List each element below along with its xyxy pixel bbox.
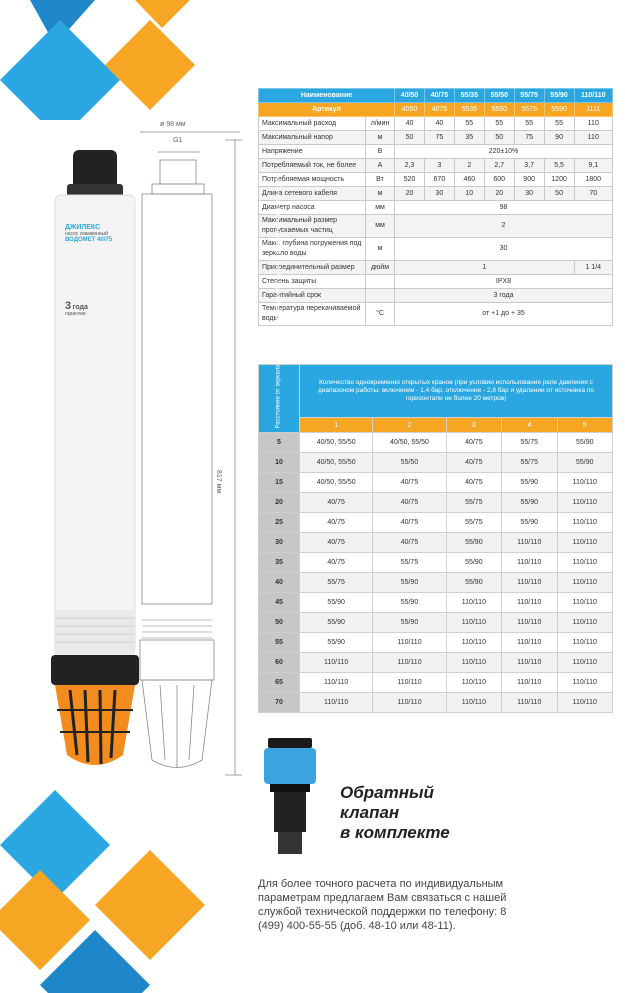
spec-cell-span: 30 xyxy=(395,238,613,261)
spec-article: 5550 xyxy=(484,103,514,117)
spec-row xyxy=(259,131,613,145)
spec-cell: 30 xyxy=(514,187,544,201)
flow-cell: 40/75 xyxy=(300,553,373,573)
spec-row-label: Макс. глубина погружения под зеркало воды xyxy=(259,238,366,261)
spec-cell: 10 xyxy=(454,187,484,201)
spec-cell-span: от +1 до + 35 xyxy=(395,303,613,326)
flow-cell: 40/75 xyxy=(373,473,446,493)
flow-cell: 110/110 xyxy=(373,633,446,653)
flow-distance: 20 xyxy=(259,493,300,513)
flow-distance: 65 xyxy=(259,673,300,693)
spec-cell: 1200 xyxy=(544,173,574,187)
spec-row xyxy=(259,261,613,275)
flow-cell: 40/75 xyxy=(446,453,501,473)
spec-row-unit: мм xyxy=(366,215,395,238)
spec-cell: 30 xyxy=(424,187,454,201)
flow-distance: 50 xyxy=(259,613,300,633)
spec-row-label: Степень защиты xyxy=(259,275,366,289)
spec-cell: 50 xyxy=(544,187,574,201)
spec-cell: 50 xyxy=(484,131,514,145)
flow-cell: 55/90 xyxy=(502,513,557,533)
flow-cell: 40/50, 55/50 xyxy=(300,473,373,493)
flow-cell: 110/110 xyxy=(300,653,373,673)
spec-cell-span: IPX8 xyxy=(395,275,613,289)
flow-cell: 55/90 xyxy=(300,633,373,653)
flow-row xyxy=(259,653,613,673)
spec-row-label: Максимальный размер пропускаемых частиц xyxy=(259,215,366,238)
flow-cell: 110/110 xyxy=(300,693,373,713)
spec-model: 55/50 xyxy=(484,89,514,103)
spec-row-label: Потребляемая мощность xyxy=(259,173,366,187)
flow-cell: 110/110 xyxy=(557,553,613,573)
spec-model: 55/75 xyxy=(514,89,544,103)
flow-row xyxy=(259,493,613,513)
flow-cell: 110/110 xyxy=(557,653,613,673)
flow-cell: 40/50, 55/50 xyxy=(373,433,446,453)
flow-cell: 110/110 xyxy=(446,653,501,673)
flow-cell: 55/75 xyxy=(446,493,501,513)
spec-row-label: Потребляемый ток, не более xyxy=(259,159,366,173)
valve-title xyxy=(340,783,490,843)
flow-cell: 110/110 xyxy=(300,673,373,693)
flow-cell: 110/110 xyxy=(446,633,501,653)
flow-cell: 110/110 xyxy=(557,573,613,593)
flow-cell: 110/110 xyxy=(502,693,557,713)
flow-cell: 55/75 xyxy=(502,433,557,453)
spec-row xyxy=(259,275,613,289)
spec-cell: 55 xyxy=(544,117,574,131)
spec-cell: 90 xyxy=(544,131,574,145)
spec-row-unit xyxy=(366,289,395,303)
spec-cell: 3,7 xyxy=(514,159,544,173)
spec-article: 4050 xyxy=(395,103,425,117)
spec-cell: 20 xyxy=(395,187,425,201)
flow-cell: 110/110 xyxy=(557,493,613,513)
flow-cell: 55/90 xyxy=(446,573,501,593)
flow-cell: 110/110 xyxy=(557,693,613,713)
flow-cell: 55/90 xyxy=(373,593,446,613)
spec-cell: 5,5 xyxy=(544,159,574,173)
warranty-number: 3 xyxy=(65,300,72,312)
flow-cell: 110/110 xyxy=(446,693,501,713)
flow-cell: 40/75 xyxy=(300,533,373,553)
spec-cell: 520 xyxy=(395,173,425,187)
spec-cell-span: 2 xyxy=(395,215,613,238)
spec-article-label: Артикул xyxy=(259,103,395,117)
flow-column-number: 4 xyxy=(502,418,557,433)
flow-cell: 40/75 xyxy=(373,533,446,553)
spec-cell: 1 1/4 xyxy=(574,261,612,275)
flow-cell: 110/110 xyxy=(502,553,557,573)
flow-cell: 40/75 xyxy=(300,493,373,513)
spec-row-label: Длина сетевого кабеля xyxy=(259,187,366,201)
flow-distance: 5 xyxy=(259,433,300,453)
spec-cell: 40 xyxy=(395,117,425,131)
flow-distance: 70 xyxy=(259,693,300,713)
flow-cell: 40/50, 55/50 xyxy=(300,433,373,453)
flow-cell: 110/110 xyxy=(373,653,446,673)
spec-cell: 2 xyxy=(454,159,484,173)
flow-column-number: 1 xyxy=(300,418,373,433)
flow-vertical-header xyxy=(259,365,300,433)
spec-header-label: Наименование xyxy=(259,89,395,103)
pump-model: ВОДОМЕТ 40/75 xyxy=(65,237,113,243)
flow-cell: 55/90 xyxy=(300,593,373,613)
spec-article-row xyxy=(259,103,613,117)
flow-cell: 55/90 xyxy=(557,433,613,453)
spec-row-label: Напряжение xyxy=(259,145,366,159)
spec-cell-span: 1 xyxy=(395,261,575,275)
flow-cell: 55/75 xyxy=(502,453,557,473)
spec-cell: 2,7 xyxy=(484,159,514,173)
flow-cell: 40/50, 55/50 xyxy=(300,453,373,473)
spec-row-unit: °С xyxy=(366,303,395,326)
spec-cell: 40 xyxy=(424,117,454,131)
spec-row xyxy=(259,145,613,159)
flow-distance: 30 xyxy=(259,533,300,553)
flow-cell: 55/75 xyxy=(300,573,373,593)
warranty-sub: гарантии xyxy=(65,311,86,317)
check-valve-image xyxy=(260,738,320,863)
spec-cell: 900 xyxy=(514,173,544,187)
flow-cell: 40/75 xyxy=(300,513,373,533)
flow-cell: 40/75 xyxy=(373,493,446,513)
flow-distance: 45 xyxy=(259,593,300,613)
spec-cell: 20 xyxy=(484,187,514,201)
flow-distance: 15 xyxy=(259,473,300,493)
spec-row-unit: В xyxy=(366,145,395,159)
spec-row xyxy=(259,159,613,173)
pump-label xyxy=(65,225,125,317)
flow-cell: 40/75 xyxy=(373,513,446,533)
spec-row-unit: дюйм xyxy=(366,261,395,275)
spec-model: 55/90 xyxy=(544,89,574,103)
spec-cell: 460 xyxy=(454,173,484,187)
spec-row-unit: м xyxy=(366,131,395,145)
flow-row xyxy=(259,473,613,493)
spec-cell: 75 xyxy=(514,131,544,145)
contact-note: Для более точного расчета по индивидуальным параметрам предлагаем Вам связаться с нашей службой технической поддержки по телефону: 8 (499) 400-55-55 (доб. 48-10 или 48-11). xyxy=(258,878,507,932)
flow-cell: 110/110 xyxy=(557,633,613,653)
dim-diameter: ø 98 мм xyxy=(160,121,186,128)
flow-distance: 40 xyxy=(259,573,300,593)
spec-cell-span: 98 xyxy=(395,201,613,215)
flow-cell: 55/90 xyxy=(446,553,501,573)
flow-cell: 110/110 xyxy=(557,593,613,613)
spec-row-label: Присоединительный размер xyxy=(259,261,366,275)
flow-cell: 110/110 xyxy=(502,533,557,553)
spec-article: 5590 xyxy=(544,103,574,117)
spec-cell: 55 xyxy=(484,117,514,131)
spec-row-unit xyxy=(366,275,395,289)
spec-row xyxy=(259,303,613,326)
spec-model: 55/35 xyxy=(454,89,484,103)
flow-distance: 60 xyxy=(259,653,300,673)
spec-cell: 70 xyxy=(574,187,612,201)
flow-cell: 110/110 xyxy=(557,533,613,553)
spec-row-unit: Вт xyxy=(366,173,395,187)
flow-cell: 55/90 xyxy=(502,473,557,493)
spec-model: 40/75 xyxy=(424,89,454,103)
spec-row-unit: м xyxy=(366,238,395,261)
flow-cell: 55/90 xyxy=(300,613,373,633)
flow-row xyxy=(259,573,613,593)
flow-cell: 110/110 xyxy=(557,613,613,633)
flow-row xyxy=(259,693,613,713)
spec-model: 40/50 xyxy=(395,89,425,103)
spec-row xyxy=(259,215,613,238)
spec-cell: 670 xyxy=(424,173,454,187)
flow-row xyxy=(259,613,613,633)
flow-distance: 25 xyxy=(259,513,300,533)
spec-cell: 110 xyxy=(574,131,612,145)
flow-cell: 55/90 xyxy=(446,533,501,553)
spec-row-label: Температура перекачиваемой воды xyxy=(259,303,366,326)
flow-cell: 110/110 xyxy=(557,673,613,693)
flow-distance: 10 xyxy=(259,453,300,473)
spec-cell: 50 xyxy=(395,131,425,145)
spec-row xyxy=(259,238,613,261)
flow-cell: 55/75 xyxy=(446,513,501,533)
flow-row xyxy=(259,433,613,453)
flow-cell: 110/110 xyxy=(502,653,557,673)
flow-distance: 55 xyxy=(259,633,300,653)
spec-row-unit: м xyxy=(366,187,395,201)
flow-columns-row xyxy=(259,418,613,433)
brand-logo: ДЖИЛЕКС xyxy=(65,224,101,231)
spec-cell: 2,3 xyxy=(395,159,425,173)
spec-cell: 110 xyxy=(574,117,612,131)
dim-length: 817 мм xyxy=(215,470,222,494)
spec-row-unit: мм xyxy=(366,201,395,215)
spec-row xyxy=(259,289,613,303)
spec-row xyxy=(259,117,613,131)
flow-row xyxy=(259,553,613,573)
flow-column-number: 2 xyxy=(373,418,446,433)
flow-cell: 110/110 xyxy=(502,593,557,613)
flow-cell: 110/110 xyxy=(502,613,557,633)
spec-row xyxy=(259,187,613,201)
spec-row-unit: А xyxy=(366,159,395,173)
flow-row xyxy=(259,673,613,693)
spec-cell: 600 xyxy=(484,173,514,187)
spec-row-label: Максимальный расход xyxy=(259,117,366,131)
pump-type: насос скважинный xyxy=(65,231,108,237)
spec-article: 1111 xyxy=(574,103,612,117)
flow-cell: 110/110 xyxy=(502,633,557,653)
flow-cell: 110/110 xyxy=(373,693,446,713)
spec-header-row xyxy=(259,89,613,103)
spec-row xyxy=(259,201,613,215)
pump-drawing xyxy=(130,120,255,790)
spec-cell: 35 xyxy=(454,131,484,145)
flow-cell: 110/110 xyxy=(502,673,557,693)
spec-cell-span: 3 года xyxy=(395,289,613,303)
flow-cell: 110/110 xyxy=(446,673,501,693)
spec-cell: 55 xyxy=(514,117,544,131)
valve-title-line1: Обратный клапан xyxy=(340,783,434,822)
flow-cell: 55/50 xyxy=(373,453,446,473)
flow-row xyxy=(259,633,613,653)
spec-row xyxy=(259,173,613,187)
flow-column-number: 3 xyxy=(446,418,501,433)
spec-article: 5535 xyxy=(454,103,484,117)
flow-row xyxy=(259,513,613,533)
flow-cell: 55/90 xyxy=(502,493,557,513)
flow-cell: 110/110 xyxy=(502,573,557,593)
spec-cell: 75 xyxy=(424,131,454,145)
flow-header-row xyxy=(259,365,613,418)
flow-row xyxy=(259,593,613,613)
flow-cell: 110/110 xyxy=(373,673,446,693)
spec-cell: 1800 xyxy=(574,173,612,187)
decor-bottom-left xyxy=(0,790,210,993)
flow-distance: 35 xyxy=(259,553,300,573)
dim-thread: G1 xyxy=(173,137,183,144)
decor-top-left xyxy=(0,0,200,120)
flow-row xyxy=(259,533,613,553)
spec-row-label: Максимальный напор xyxy=(259,131,366,145)
flow-table xyxy=(258,364,613,713)
spec-article: 4075 xyxy=(424,103,454,117)
spec-cell-span: 220±10% xyxy=(395,145,613,159)
flow-row xyxy=(259,453,613,473)
spec-cell: 9,1 xyxy=(574,159,612,173)
flow-cell: 40/75 xyxy=(446,473,501,493)
spec-cell: 55 xyxy=(454,117,484,131)
flow-cell: 110/110 xyxy=(446,593,501,613)
flow-cell: 55/90 xyxy=(373,613,446,633)
flow-column-number: 5 xyxy=(557,418,613,433)
spec-cell: 3 xyxy=(424,159,454,173)
spec-row-label: Гарантийный срок xyxy=(259,289,366,303)
flow-cell: 110/110 xyxy=(557,473,613,493)
flow-cell: 55/75 xyxy=(373,553,446,573)
warranty-word: года xyxy=(72,304,88,311)
flow-vertical-header-text xyxy=(276,348,283,428)
flow-cell: 55/90 xyxy=(557,453,613,473)
spec-row-label: Диаметр насоса xyxy=(259,201,366,215)
flow-cell: 55/90 xyxy=(373,573,446,593)
flow-cell: 110/110 xyxy=(557,513,613,533)
spec-row-unit: л/мин xyxy=(366,117,395,131)
flow-header: Количество одновременно открытых кранов (при условии использования реле давления с диапазоном работы: включение - 1,4 бар, отключение - 2,8 бар и удалении от источника по горизонтали не более 20 метров) xyxy=(300,365,613,418)
valve-title-line2: в комплекте xyxy=(340,823,450,842)
spec-article: 5575 xyxy=(514,103,544,117)
flow-cell: 40/75 xyxy=(446,433,501,453)
spec-model: 110/110 xyxy=(574,89,612,103)
spec-table xyxy=(258,88,613,326)
flow-cell: 110/110 xyxy=(446,613,501,633)
